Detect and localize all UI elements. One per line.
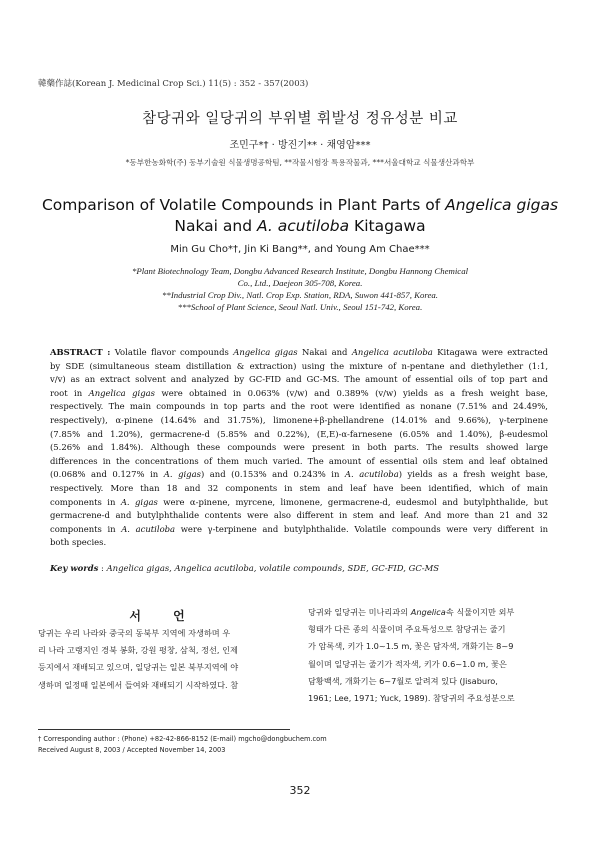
abstract-line: by SDE (simultaneous steam distillation & extraction) using the mixture of n-pentane and diethylether (1:1, — [50, 360, 548, 371]
abstract-line: components in A. acutiloba were γ-terpinene and butylphthalide. Volatile compounds were very different in — [50, 523, 549, 534]
english-title — [0, 195, 600, 237]
intro-text-line: 담황백색, 개화기는 6~7월로 알려져 있다 (Jisaburo, — [308, 675, 498, 686]
corresponding-author-note: † Corresponding author : (Phone) +82-42-866-8152 (E-mail) mgcho@dongbuchem.com — [38, 735, 327, 743]
affiliation-1: *Plant Biotechnology Team, Dongbu Advanced Research Institute, Dongbu Hannong Chemical — [131, 266, 469, 276]
korean-title: 참당귀와 일당귀의 부위별 휘발성 정유성분 비교 — [142, 111, 458, 127]
abstract-line: (5.26% and 1.84%). Although these compounds were present in both parts. The results showed large — [50, 442, 548, 453]
english-title-line-1: Comparison of Volatile Compounds in Plant Parts of Angelica gigas — [41, 196, 559, 214]
keywords: Key words : Angelica gigas, Angelica acutiloba, volatile compounds, SDE, GC-FID, GC-MS — [50, 563, 440, 573]
intro-right-column — [308, 604, 564, 707]
korean-authors: 조민구*† · 방진기** · 채영암*** — [229, 140, 371, 151]
affiliation-1-cont: Co., Ltd., Daejeon 305-708, Korea. — [237, 278, 363, 288]
footnote-divider — [38, 729, 290, 730]
abstract-line: differences in the concentrations of them much varied. The amount of essential oils stem and leaf obtained — [50, 455, 548, 466]
journal-citation: 韓藥作誌(Korean J. Medicinal Crop Sci.) 11(5) : 352 - 357(2003) — [38, 79, 309, 89]
abstract-line: (7.85% and 1.20%), germacrene-d (5.85% and 0.22%), (E,E)-α-farnesene (6.05% and 1.40%), β-eudesmol — [50, 428, 548, 439]
abstract-line: germacrene-d and butylphthalide contents were also different in stem and leaf. And more than 21 and 32 — [50, 510, 548, 521]
intro-text-line: 생하며 일정때 일본에서 들여와 재배되기 시작하였다. 참 — [38, 679, 239, 690]
abstract-line: respectively. More than 18 and 32 components in stem and leaf have been identified, which of main — [50, 482, 548, 493]
section-heading: 서 언 — [129, 609, 199, 623]
intro-left-column — [38, 625, 294, 694]
abstract — [50, 346, 548, 550]
abstract-line: respectively), α-pinene (14.64% and 31.75%), limonene+β-phellandrene (14.01% and 9.66%), γ-terpinene — [50, 414, 548, 425]
keywords-label: Key words — [50, 563, 99, 573]
intro-text-line: 1961; Lee, 1971; Yuck, 1989). 참당귀의 주요성분으로 — [308, 693, 515, 704]
page-number: 352 — [289, 784, 311, 797]
korean-affiliations: *동부한농화학(주) 동부기술원 식물생명공학팀, **작물시험장 특용작물과, ***서울대학교 식물생산과학부 — [125, 158, 475, 167]
abstract-line: (0.068% and 0.127% in A. gigas) and (0.153% and 0.243% in A. acutiloba) yields as a fresh weight base, — [50, 469, 548, 480]
english-affiliations — [0, 265, 600, 313]
abstract-line: ABSTRACT : Volatile flavor compounds Angelica gigas Nakai and Angelica acutiloba Kitagawa were extracted — [50, 347, 549, 357]
intro-text-line: 월이며 일당귀는 줄기가 적자색, 키가 0.6~1.0 m, 꽃은 — [308, 658, 507, 669]
abstract-line: v/v) as an extract solvent and analyzed by GC-FID and GC-MS. The amount of essential oils of top part and — [50, 374, 548, 385]
intro-text-line: 등지에서 재배되고 있으며, 일당귀는 일본 북부지역에 야 — [38, 662, 239, 673]
intro-text-line: 가 암록색, 키가 1.0~1.5 m, 꽃은 담자색, 개화기는 8~9 — [308, 641, 514, 652]
intro-text-line: 당귀와 일당귀는 미나리과의 Angelica속 식물이지만 외부 — [308, 607, 515, 617]
intro-text-line: 당귀는 우리 나라와 중국의 동북부 지역에 자생하며 우 — [38, 628, 231, 638]
intro-text-line: 형태가 다른 종의 식물이며 주요특성으로 참당귀는 줄기 — [308, 624, 506, 635]
received-date-note: Received August 8, 2003 / Accepted November 14, 2003 — [38, 746, 226, 754]
affiliation-3: ***School of Plant Science, Seoul Natl. Univ., Seoul 151-742, Korea. — [177, 302, 423, 312]
abstract-line: respectively. The main compounds in top parts and the root were identified as nonane (7.51% and 24.49%, — [50, 401, 548, 412]
english-authors: Min Gu Cho*†, Jin Ki Bang**, and Young Am Chae*** — [170, 244, 430, 255]
abstract-line: components in A. gigas were α-pinene, myrcene, limonene, germacrene-d, eudesmol and butylphthalide, but — [50, 496, 548, 507]
abstract-line: root in Angelica gigas were obtained in 0.063% (v/w) and 0.389% (v/w) yields as a fresh weight base, — [50, 387, 548, 398]
abstract-line: both species. — [50, 537, 107, 548]
affiliation-2: **Industrial Crop Div., Natl. Crop Exp. Station, RDA, Suwon 441-857, Korea. — [162, 290, 438, 300]
english-title-line-2: Nakai and A. acutiloba Kitagawa — [174, 217, 426, 235]
keywords-text: Angelica gigas, Angelica acutiloba, volatile compounds, SDE, GC-FID, GC-MS — [106, 563, 440, 573]
intro-text-line: 리 나라 고랭지인 경북 봉화, 강원 평창, 삼척, 정선, 인제 — [38, 645, 238, 656]
